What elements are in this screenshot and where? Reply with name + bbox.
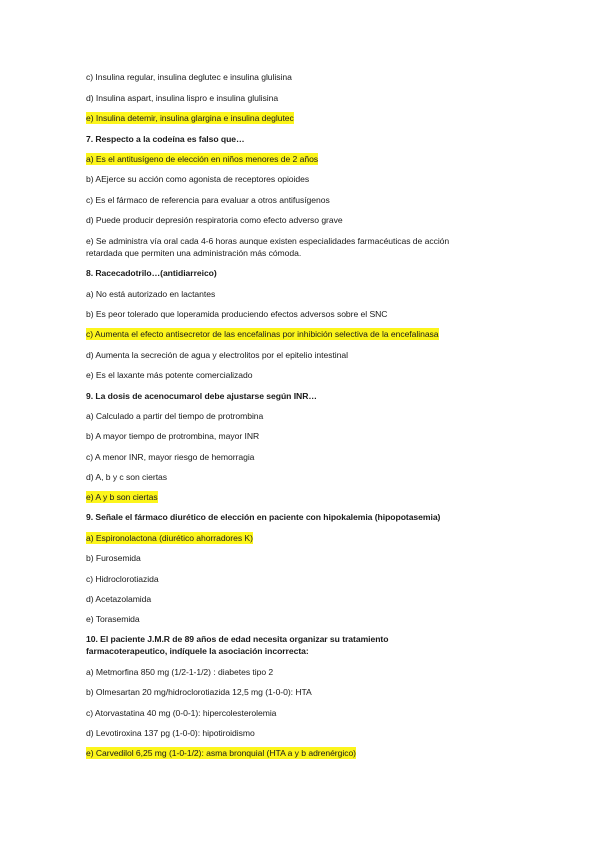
answer-option-highlighted: a) Es el antitusígeno de elección en niños menores de 2 años xyxy=(86,154,319,164)
question-9b: 9. Señale el fármaco diurético de elección en paciente con hipokalemia (hipopotasemia) xyxy=(86,512,441,522)
answer-option: d) Aumenta la secreción de agua y electrolitos por el epitelio intestinal xyxy=(86,350,348,360)
answer-option: b) A mayor tiempo de protrombina, mayor INR xyxy=(86,431,260,441)
answer-option: c) Hidroclorotiazida xyxy=(86,574,159,584)
answer-option: c) Es el fármaco de referencia para evaluar a otros antifusígenos xyxy=(86,195,330,205)
answer-option: b) Olmesartan 20 mg/hidroclorotiazida 12,5 mg (1-0-0): HTA xyxy=(86,687,312,697)
answer-option: c) Insulina regular, insulina deglutec e insulina glulisina xyxy=(86,72,292,82)
answer-option: b) Es peor tolerado que loperamida produciendo efectos adversos sobre el SNC xyxy=(86,309,388,319)
question-10-continued: farmacoterapeutico, indíquele la asociación incorrecta: xyxy=(86,646,309,656)
answer-option: e) Es el laxante más potente comercializado xyxy=(86,370,253,380)
question-7: 7. Respecto a la codeína es falso que… xyxy=(86,134,245,144)
answer-option: e) Torasemida xyxy=(86,614,140,624)
answer-option: a) No está autorizado en lactantes xyxy=(86,289,216,299)
answer-option: c) A menor INR, mayor riesgo de hemorragia xyxy=(86,452,255,462)
answer-option: c) Atorvastatina 40 mg (0-0-1): hipercolesterolemia xyxy=(86,708,277,718)
answer-option: d) Levotiroxina 137 pg (1-0-0): hipotiroidismo xyxy=(86,728,255,738)
question-9: 9. La dosis de acenocumarol debe ajustarse según INR… xyxy=(86,391,317,401)
answer-option: d) A, b y c son ciertas xyxy=(86,472,168,482)
answer-option-continued: retardada que permiten una administración más cómoda. xyxy=(86,248,302,258)
answer-option-highlighted: e) Insulina detemir, insulina glargina e insulina deglutec xyxy=(86,113,294,123)
question-10: 10. El paciente J.M.R de 89 años de edad necesita organizar su tratamiento xyxy=(86,634,389,644)
answer-option-highlighted: e) A y b son ciertas xyxy=(86,492,158,502)
answer-option: a) Metmorfina 850 mg (1/2-1-1/2) : diabetes tipo 2 xyxy=(86,667,274,677)
question-8: 8. Racecadotrilo…(antidiarreico) xyxy=(86,268,217,278)
answer-option: b) AEjerce su acción como agonista de receptores opioides xyxy=(86,174,310,184)
answer-option: d) Insulina aspart, insulina lispro e insulina glulisina xyxy=(86,93,279,103)
answer-option: a) Calculado a partir del tiempo de protrombina xyxy=(86,411,264,421)
answer-option-highlighted: e) Carvedilol 6,25 mg (1-0-1/2): asma bronquial (HTA a y b adrenérgico) xyxy=(86,748,356,758)
answer-option-highlighted: c) Aumenta el efecto antisecretor de las encefalinas por inhibición selectiva de la encefalinasa xyxy=(86,329,439,339)
answer-option: d) Acetazolamida xyxy=(86,594,152,604)
answer-option-highlighted: a) Espironolactona (diurético ahorradores K) xyxy=(86,533,253,543)
answer-option: b) Furosemida xyxy=(86,553,141,563)
answer-option: e) Se administra vía oral cada 4-6 horas aunque existen especialidades farmacéuticas de acción xyxy=(86,236,450,246)
answer-option: d) Puede producir depresión respiratoria como efecto adverso grave xyxy=(86,215,343,225)
